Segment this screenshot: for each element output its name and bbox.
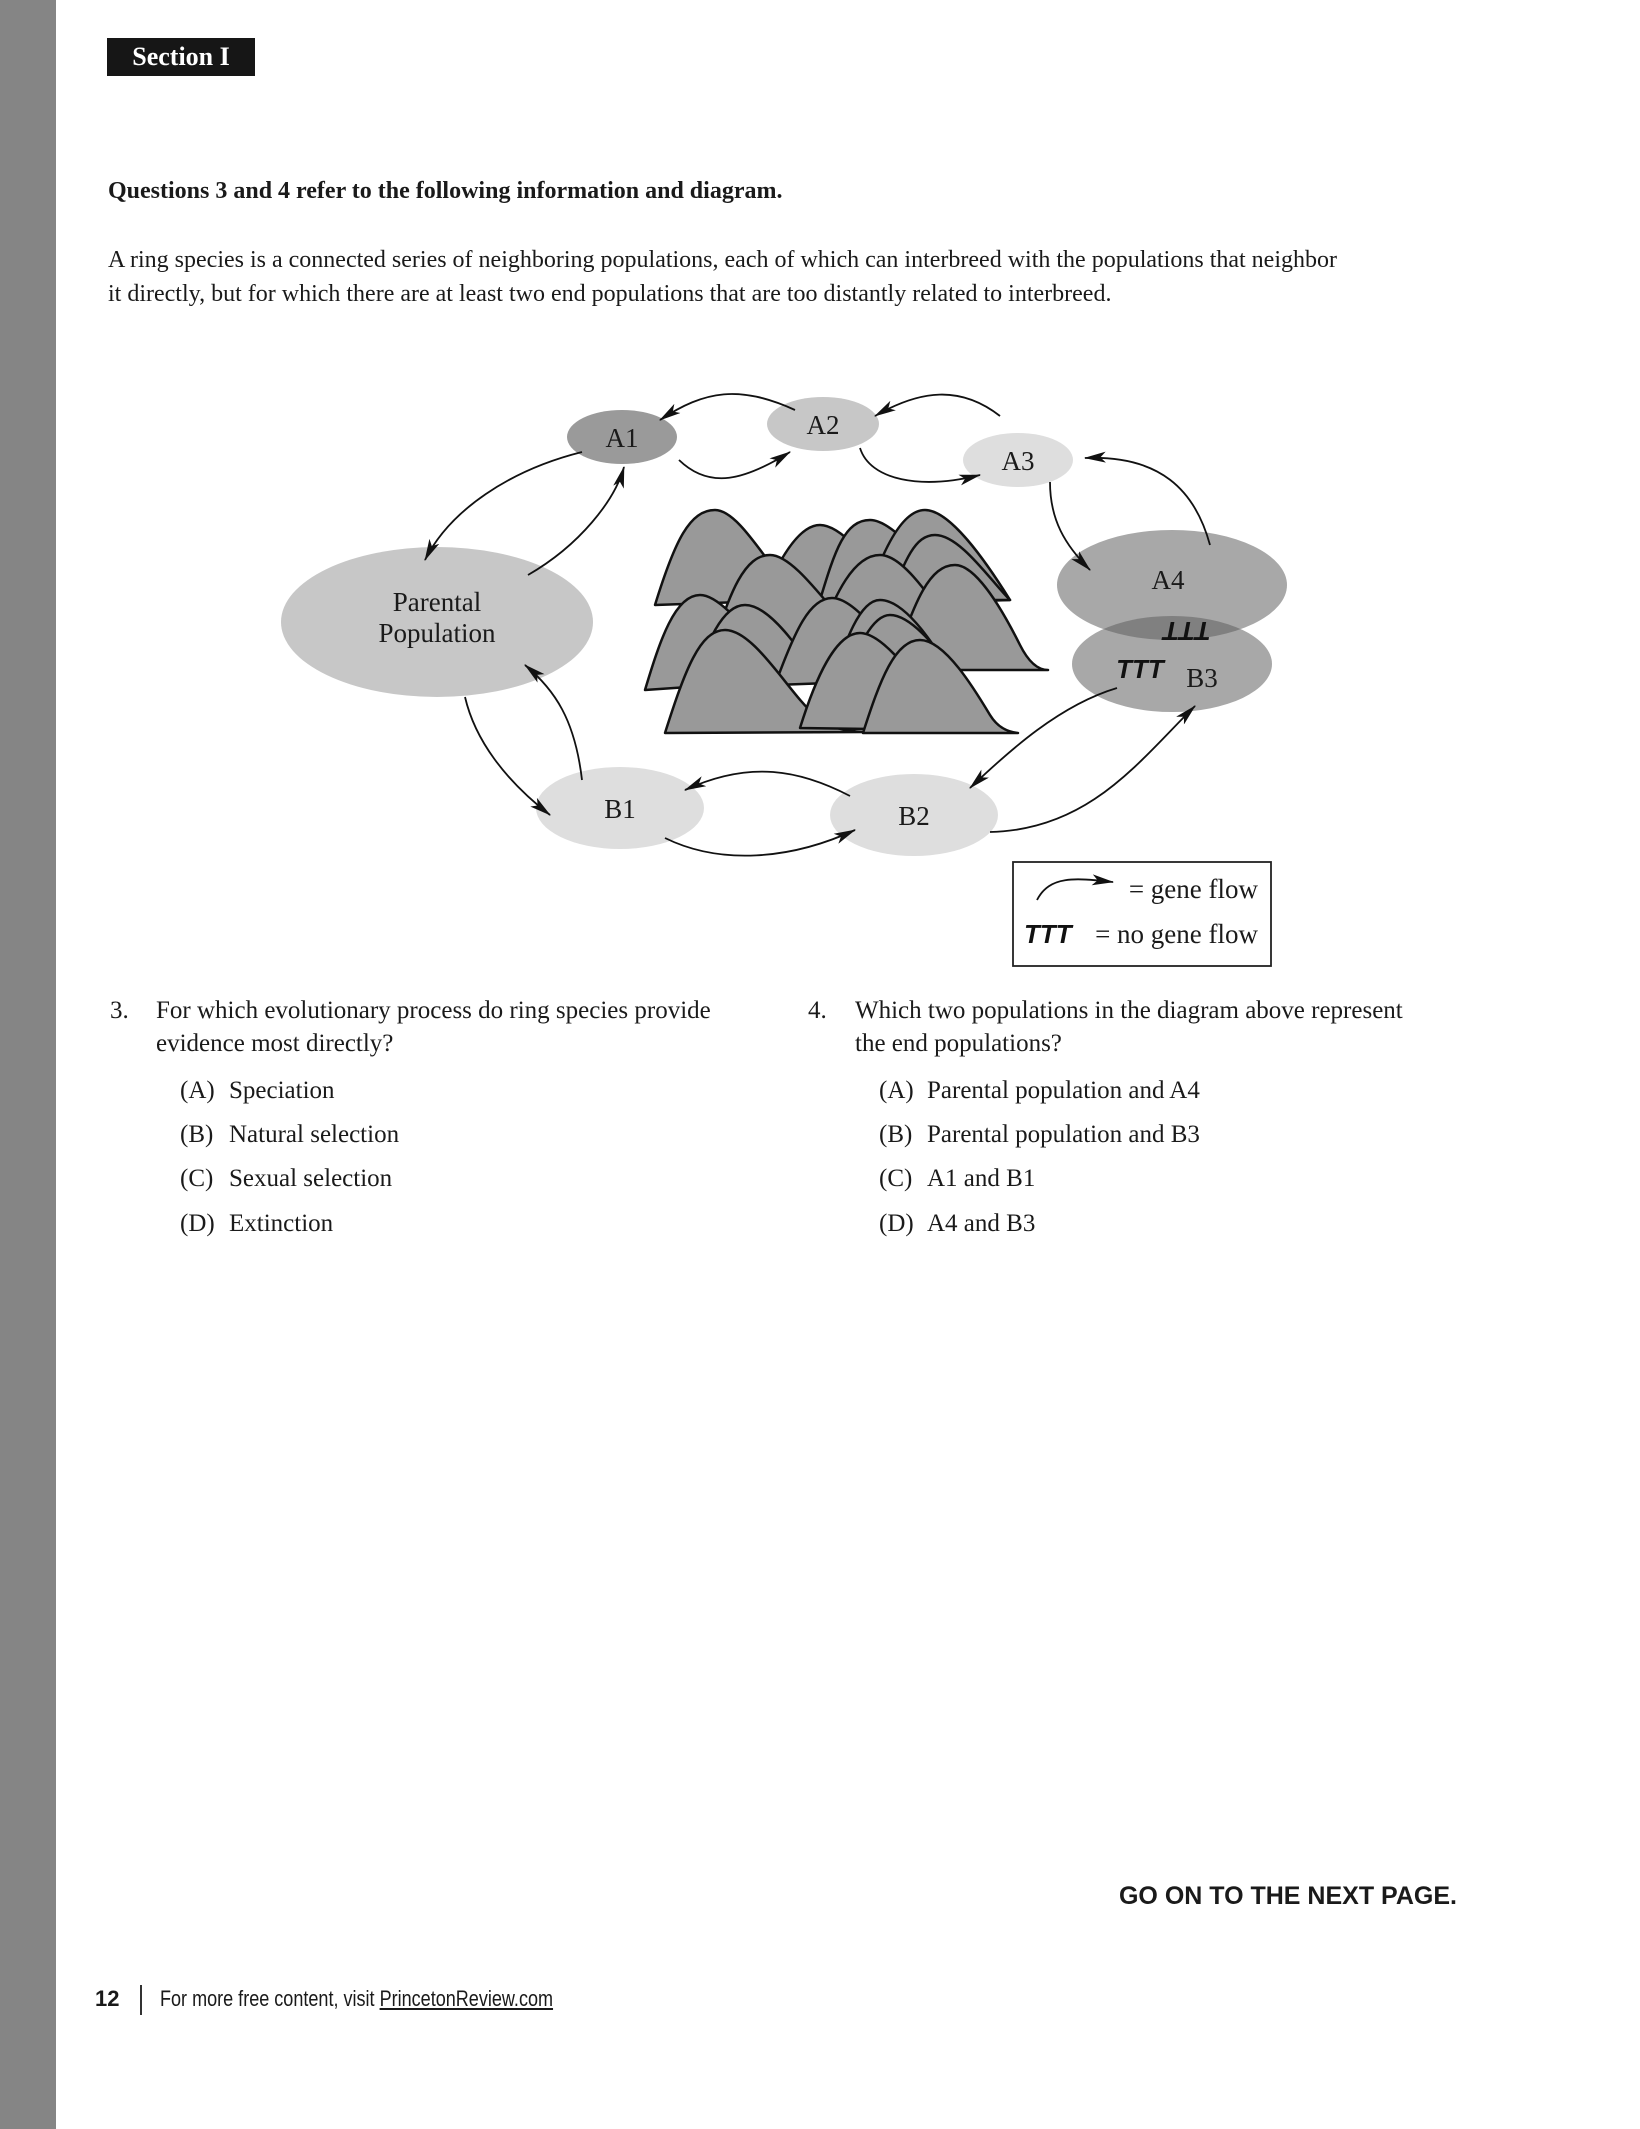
no-gene-flow-marker-a4: TTT [1163,616,1211,646]
q4-option-b-text[interactable]: Parental population and B3 [927,1121,1200,1148]
b3-label: B3 [1186,663,1218,693]
diagram-legend [1013,862,1271,966]
intro-paragraph-line-2: it directly, but for which there are at least two end populations that are too distantly related to interbreed. [108,281,1112,307]
q3-option-a-text[interactable]: Speciation [229,1077,335,1104]
b1-label: B1 [604,794,636,824]
question-4-text-line-2: the end populations? [855,1030,1062,1057]
a2-label: A2 [806,410,840,440]
a4-label: A4 [1151,565,1185,595]
no-gene-flow-marker-b3: TTT [1116,654,1164,684]
a1-label: A1 [605,423,639,453]
legend-no-flow-symbol: TTT [1024,919,1072,949]
q4-option-a-label[interactable]: (A) [879,1077,914,1104]
q4-option-d-label[interactable]: (D) [879,1210,914,1237]
page-number: 12 [95,1986,120,2011]
q3-option-c-text[interactable]: Sexual selection [229,1165,393,1192]
footer-promo-text: For more free content, visit [160,1986,380,2011]
b2-label: B2 [898,801,930,831]
question-4-text-line-1: Which two populations in the diagram above represent [855,997,1403,1024]
question-3-text-line-2: evidence most directly? [156,1030,394,1057]
section-badge: Section I [107,38,255,76]
q4-option-a-text[interactable]: Parental population and A4 [927,1077,1200,1104]
a3-label: A3 [1001,446,1035,476]
q4-option-c-text[interactable]: A1 and B1 [927,1165,1036,1192]
parental-label-line2: Population [378,618,496,648]
question-3-number: 3. [110,997,129,1024]
q3-option-a-label[interactable]: (A) [180,1077,215,1104]
intro-paragraph-line-1: A ring species is a connected series of neighboring populations, each of which can interbreed with the populations that neighbor [108,247,1337,273]
q3-option-c-label[interactable]: (C) [180,1165,214,1192]
mountain-range-barrier [645,510,1048,733]
ring-species-diagram [0,0,1640,1000]
q3-option-b-label[interactable]: (B) [180,1121,214,1148]
q4-option-c-label[interactable]: (C) [879,1165,913,1192]
q4-option-b-label[interactable]: (B) [879,1121,913,1148]
legend-gene-flow: = gene flow [1128,874,1258,904]
footer-divider [140,1985,142,2015]
princeton-review-link[interactable]: PrincetonReview.com [379,1986,554,2011]
footer-promo [160,1986,553,2012]
q3-option-b-text[interactable]: Natural selection [229,1121,400,1148]
legend-no-gene-flow: = no gene flow [1095,919,1258,949]
question-3-text-line-1: For which evolutionary process do ring species provide [156,997,711,1024]
q3-option-d-label[interactable]: (D) [180,1210,215,1237]
questions-heading: Questions 3 and 4 refer to the following information and diagram. [108,178,783,204]
question-4-number: 4. [808,997,827,1024]
parental-label-line1: Parental [392,587,482,617]
q3-option-d-text[interactable]: Extinction [229,1210,334,1237]
go-on-next-page: GO ON TO THE NEXT PAGE. [1118,1882,1457,1910]
q4-option-d-text[interactable]: A4 and B3 [927,1210,1036,1237]
